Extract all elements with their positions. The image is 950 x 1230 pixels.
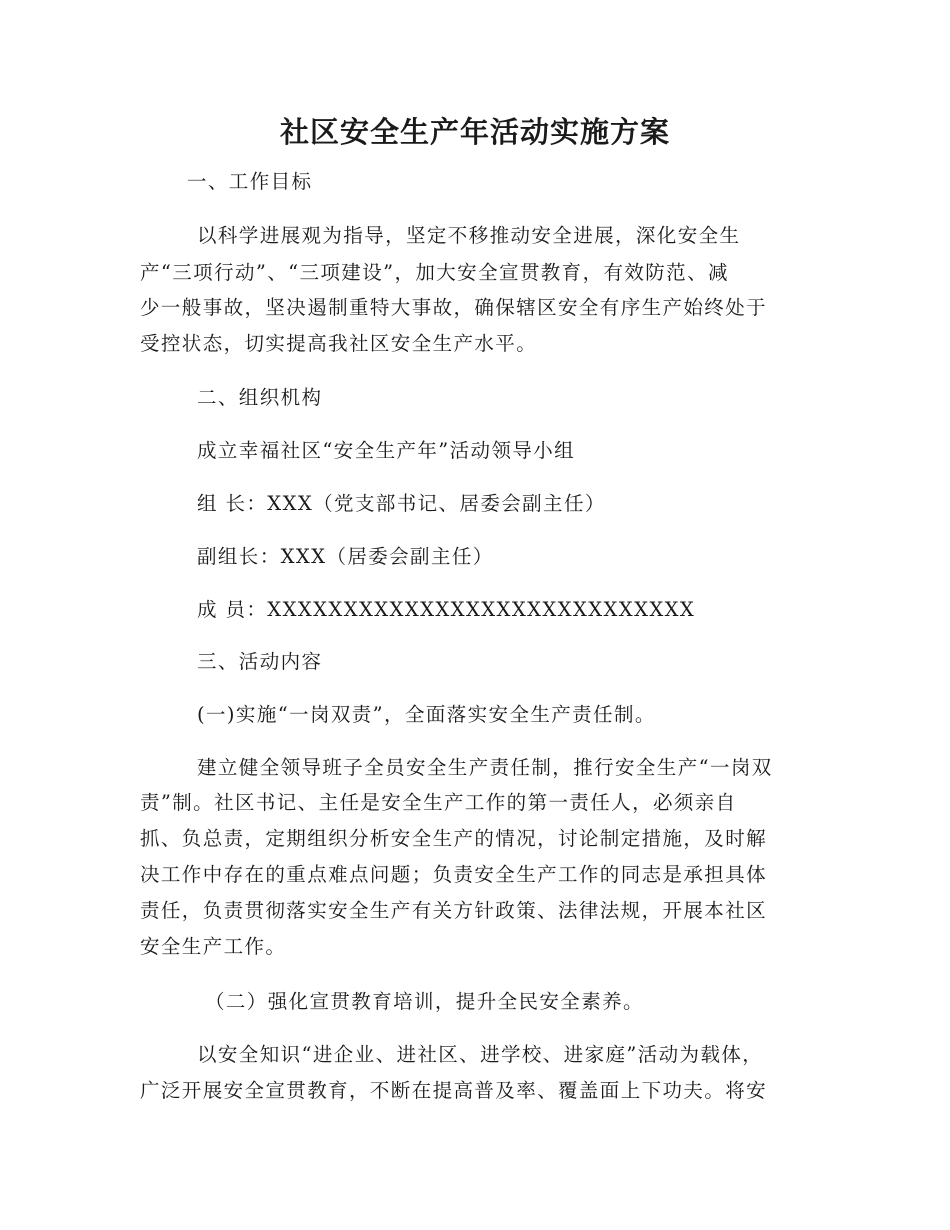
section-heading-organization: 二、组织机构 (197, 386, 323, 409)
paragraph-line: 责任，负责贯彻落实安全生产有关方针政策、法律法规，开展本社区 (140, 899, 768, 922)
paragraph-line: 成立幸福社区“安全生产年”活动领导小组 (197, 439, 576, 462)
paragraph-line: 受控状态，切实提高我社区安全生产水平。 (140, 332, 538, 355)
subsection-heading-2: （二）强化宣贯教育培训，提升全民安全素养。 (205, 990, 644, 1013)
leader-line: 组 长：XXX（党支部书记、居委会副主任） (197, 492, 606, 515)
paragraph-line: 安全生产工作。 (140, 935, 287, 958)
members-line: 成 员：XXXXXXXXXXXXXXXXXXXXXXXXXXXX (197, 598, 696, 621)
paragraph-line: 抓、负总责，定期组织分析安全生产的情况，讨论制定措施，及时解 (140, 827, 768, 850)
paragraph-line: 以安全知识“进企业、进社区、进学校、进家庭”活动为载体， (197, 1043, 764, 1066)
paragraph-line: 广泛开展安全宣贯教育，不断在提高普及率、覆盖面上下功夫。将安 (140, 1079, 768, 1102)
document-title: 社区安全生产年活动实施方案 (279, 115, 670, 149)
section-heading-activities: 三、活动内容 (197, 650, 323, 673)
deputy-leader-line: 副组长：XXX（居委会副主任） (197, 545, 494, 568)
paragraph-line: 以科学进展观为指导，坚定不移推动安全进展，深化安全生 (197, 224, 741, 247)
paragraph-line: 建立健全领导班子全员安全生产责任制，推行安全生产“一岗双 (197, 756, 773, 779)
paragraph-line: 产“三项行动”、“三项建设”，加大安全宣贯教育，有效防范、减 (140, 261, 729, 284)
section-heading-goals: 一、工作目标 (187, 170, 313, 193)
paragraph-line: 少一般事故，坚决遏制重特大事故，确保辖区安全有序生产始终处于 (140, 296, 768, 319)
paragraph-line: 责”制。社区书记、主任是安全生产工作的第一责任人，必须亲自 (140, 791, 737, 814)
paragraph-line: 决工作中存在的重点难点问题；负责安全生产工作的同志是承担具体 (140, 863, 768, 886)
subsection-heading-1: (一)实施“一岗双责”，全面落实安全生产责任制。 (197, 703, 656, 726)
